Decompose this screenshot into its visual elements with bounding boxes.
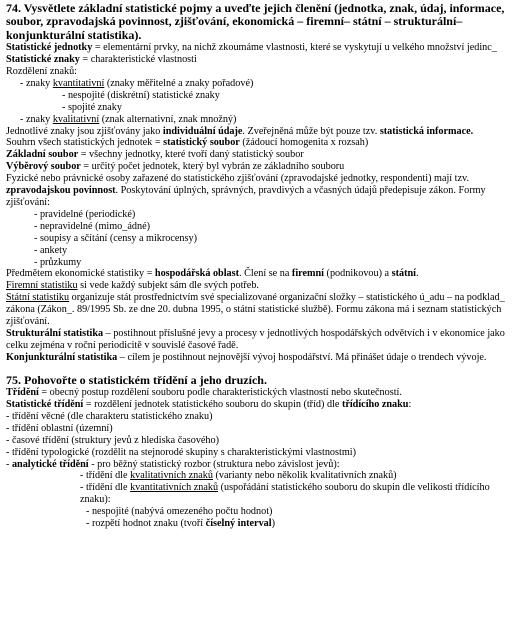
ekon-end: . bbox=[415, 268, 419, 280]
list-item-nespojite-trideni: - nespojité (nabývá omezeného počtu hodnot) bbox=[86, 506, 273, 518]
term-ciselny-interval: číselný interval bbox=[205, 518, 272, 530]
question-74-heading: 74. Vysvětlete základní statistické pojmy a uveďte jejich členění (jednotka, znak, údaj, informace, soubor, zpravodajská povinnost, zjišťování, ekonomická – firemní– státní – strukturální– konjunkturální statistika). bbox=[6, 1, 505, 42]
term-firemni: firemní bbox=[291, 268, 324, 280]
zprav-text: Fyzické nebo právnické osoby zařazené do statistického zjišťování (zpravodajské jednotky, respondenti) mají tzv. bbox=[6, 173, 470, 185]
list-item-kvalitativni-znaky bbox=[6, 470, 512, 482]
term-zpravodajska-povinnost: zpravodajskou povinnost bbox=[6, 185, 116, 197]
term-hospodarska-oblast: hospodářská oblast bbox=[154, 268, 239, 280]
paragraph-statisticke-trideni bbox=[6, 399, 512, 411]
udaje-text-2: . Zveřejněná může být pouze tzv. bbox=[242, 125, 380, 137]
paragraph-konjunkturalni-statistika bbox=[6, 352, 512, 364]
kvantitativni-note: (znaky měřitelné a znaky pořadové) bbox=[104, 77, 254, 89]
list-item-nespojite: - nespojité (diskrétní) statistické znaky bbox=[62, 89, 220, 101]
kval-note: (varianty nebo několik kvalitativních znaků) bbox=[212, 470, 397, 482]
term-kvantitativni: kvantitativní bbox=[52, 77, 105, 89]
term-strukturalni-statistika: Strukturální statistika bbox=[6, 327, 104, 339]
term-statisticke-jednotky: Statistické jednotky bbox=[6, 42, 93, 54]
paragraph-statni-statistika bbox=[6, 292, 512, 328]
list-item-trideni: - třídění věcné (dle charakteru statistického znaku) bbox=[6, 410, 213, 422]
def-trideni: = obecný postup rozdělení souboru podle charakteristických vlastností nebo skutečností. bbox=[38, 387, 402, 399]
list-item-kvantitativni bbox=[6, 78, 512, 90]
term-firemni-statistiku: Firemní statistiku bbox=[6, 280, 78, 292]
list-dash: - znaky bbox=[20, 113, 53, 125]
statni-text: organizuje stát prostřednictvím své specializované organizační složky – statistického ú_adu – na podklad_ zákona (Zákon_. 89/1995 Sb. ze dne 20. dubna 1995, o státní statistické službě). Formu zákona má i seznam statistických zjišťování. bbox=[6, 292, 505, 328]
term-statni: státní bbox=[391, 268, 416, 280]
list-item-trideni: - časové třídění (struktury jevů z hlediska časového) bbox=[6, 434, 220, 446]
term-statisticka-informace: statistická informace. bbox=[379, 125, 474, 137]
ekon-text: Předmětem ekonomické statistiky = bbox=[6, 268, 155, 280]
list-item-forma: - pravidelné (periodické) bbox=[34, 208, 136, 220]
list-item-forma: - průzkumy bbox=[34, 256, 82, 268]
firemni-text: si vede každý subjekt sám dle svých potřeb. bbox=[77, 280, 259, 292]
list-item-forma: - soupisy a sčítání (censy a mikrocensy) bbox=[34, 232, 197, 244]
strukturalni-text: – postihnout příslušné jevy a procesy v jednotlivých hospodářských odvětvích i v ekonomice jako celku zejména v roční periodicitě v souvislé časové řadě. bbox=[6, 327, 505, 351]
kval-prefix: - třídění dle bbox=[80, 470, 131, 482]
def-zakladni-soubor: = všechny jednotky, které tvoří daný statistický soubor bbox=[78, 149, 304, 161]
term-individualni-udaje: individuální údaje bbox=[162, 125, 243, 137]
list-item-trideni: - třídění oblastní (územní) bbox=[6, 422, 113, 434]
term-statisticke-trideni: Statistické třídění bbox=[6, 399, 84, 410]
list-item-forma: - nepravidelné (mimo_ádné) bbox=[34, 220, 150, 232]
soubor-note: (žádoucí homogenita x rozsah) bbox=[239, 137, 369, 149]
term-tridici-znak: třídícího znaku bbox=[341, 399, 409, 410]
list-dash: - znaky bbox=[20, 77, 53, 89]
paragraph-strukturalni-statistika bbox=[6, 328, 512, 352]
kvalitativni-note: (znak alternativní, znak množný) bbox=[99, 113, 237, 125]
list-item-kvalitativni bbox=[6, 114, 512, 126]
kvan-note: (uspořádání statistického souboru do skupin dle velikosti třídícího znaku): bbox=[80, 482, 490, 506]
list-item-kvantitativni-znaky bbox=[6, 482, 512, 506]
soubor-text: Souhrn všech statistických jednotek = bbox=[6, 137, 164, 149]
term-vyberovy-soubor: Výběrový soubor bbox=[6, 161, 81, 173]
ekon-text-3: (podnikovou) a bbox=[324, 268, 392, 280]
term-kvantitativnich-znaku: kvantitativních znaků bbox=[130, 482, 219, 494]
list-item-spojite: - spojité znaky bbox=[62, 101, 122, 113]
paragraph-soubor bbox=[6, 137, 512, 149]
term-kvalitativni: kvalitativní bbox=[52, 113, 100, 125]
list-item-trideni: - třídění typologické (rozdělit na stejnorodé skupiny s charakteristickými vlastnostmi) bbox=[6, 446, 356, 458]
paragraph-zpravodajska-povinnost bbox=[6, 173, 512, 209]
paragraph-jednotky bbox=[6, 42, 512, 54]
rozpeti-end: ) bbox=[271, 518, 276, 530]
statisticke-trideni-text: = rozdělení jednotek statistického souboru do skupin (tříd) dle bbox=[83, 399, 342, 410]
statisticke-trideni-end: : bbox=[408, 399, 412, 410]
paragraph-udaje bbox=[6, 126, 512, 138]
zprav-text-2: . Poskytování úplných, správných, pravdivých a včasných údajů předepisuje zákon. Formy zjišťování: bbox=[6, 185, 486, 208]
paragraph-zakladni-soubor bbox=[6, 149, 512, 161]
def-statisticke-znaky: = charakteristické vlastnosti bbox=[79, 54, 197, 66]
konjunkturalni-text: – cílem je postihnout nejnovější vývoj hospodářství. Má přinášet údaje o trendech vývoje. bbox=[117, 351, 487, 363]
term-trideni: Třídění bbox=[6, 387, 39, 399]
list-dash: - bbox=[6, 458, 12, 470]
paragraph-firemni-statistika bbox=[6, 280, 512, 292]
analyticke-trideni-text: - pro běžný statistický rozbor (struktura nebo závislost jevů): bbox=[88, 458, 340, 470]
term-kvalitativnich-znaku: kvalitativních znaků bbox=[130, 470, 213, 482]
term-statni-statistiku: Státní statistiku bbox=[6, 292, 70, 304]
question-75-heading: 75. Pohovořte o statistickém třídění a jeho druzích. bbox=[6, 372, 267, 387]
paragraph-trideni bbox=[6, 387, 512, 399]
list-item-forma: - ankety bbox=[34, 244, 68, 256]
list-item-analyticke-trideni bbox=[6, 459, 512, 471]
term-zakladni-soubor: Základní soubor bbox=[6, 149, 79, 161]
paragraph-znaky bbox=[6, 54, 512, 66]
def-vyberovy-soubor: = určitý počet jednotek, který byl vybrán ze základního souboru bbox=[80, 161, 345, 173]
def-statisticke-jednotky: = elementární prvky, na nichž zkoumáme vlastnosti, které se vyskytují u velkého množství jedinc_ bbox=[92, 42, 497, 54]
term-konjunkturalni-statistika: Konjunkturální statistika bbox=[6, 351, 118, 363]
list-item-rozpeti-hodnot bbox=[6, 518, 512, 530]
kvan-prefix: - třídění dle bbox=[80, 482, 131, 494]
term-statisticky-soubor: statistický soubor bbox=[163, 137, 240, 149]
paragraph-ekonomicka-statistika bbox=[6, 268, 512, 280]
term-statisticke-znaky: Statistické znaky bbox=[6, 54, 80, 66]
rozdeleni-znaku-label: Rozdělení znaků: bbox=[6, 66, 78, 78]
term-analyticke-trideni: analytické třídění bbox=[11, 458, 89, 470]
udaje-text: Jednotlivé znaky jsou zjišťovány jako bbox=[6, 125, 163, 137]
paragraph-vyberovy-soubor bbox=[6, 161, 512, 173]
rozpeti-text: - rozpětí hodnot znaku (tvoří bbox=[86, 518, 206, 530]
ekon-text-2: . Člení se na bbox=[239, 268, 292, 280]
